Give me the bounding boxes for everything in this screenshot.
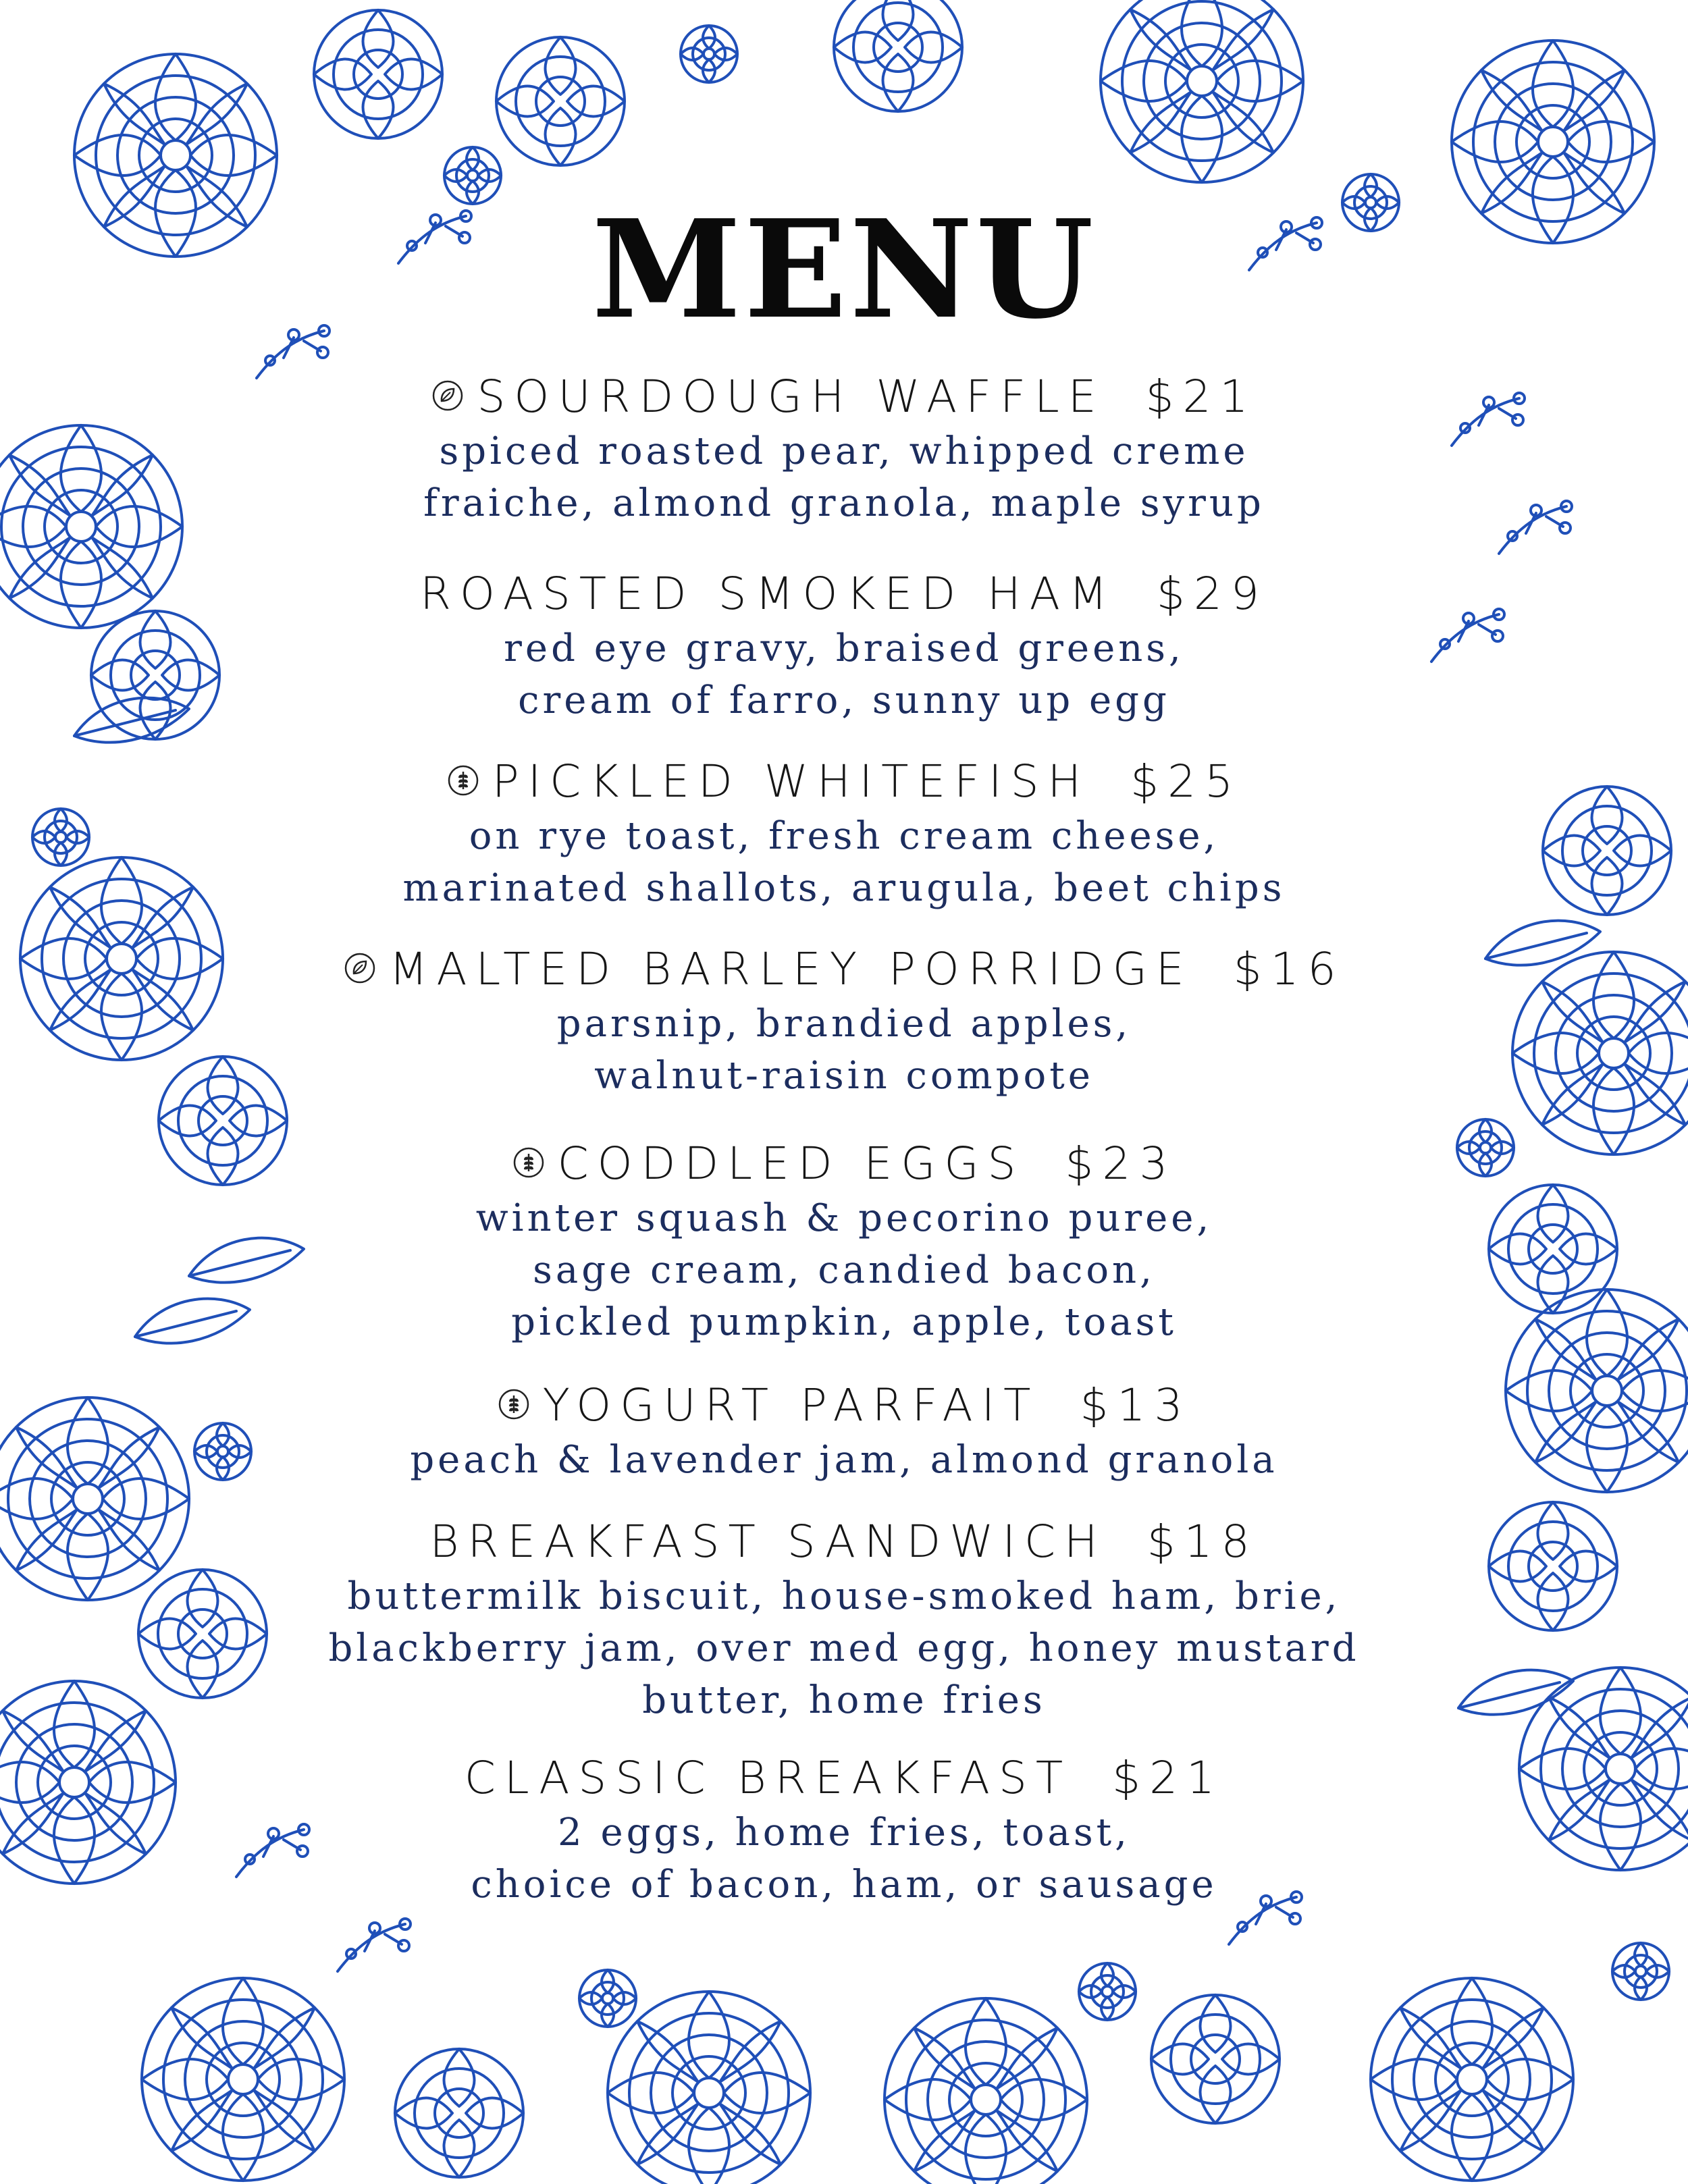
- wheat-icon: [512, 1146, 546, 1179]
- menu-item-description: buttermilk biscuit, house-smoked ham, brie, blackberry jam, over med egg, honey mustard butter, home fries: [328, 1574, 1360, 1722]
- menu-item-price: $16: [1233, 943, 1345, 995]
- menu-item: [0, 1514, 1688, 1726]
- menu-item-header: [0, 369, 1688, 425]
- menu-item-price: $25: [1130, 755, 1242, 807]
- menu-item-price: $21: [1145, 371, 1257, 423]
- menu-item-description: parsnip, brandied apples, walnut-raisin compote: [556, 1002, 1132, 1098]
- leaf-icon: [343, 951, 377, 985]
- menu-item-name: CLASSIC BREAKFAST: [464, 1752, 1072, 1804]
- menu-item-name: CODDLED EGGS: [557, 1138, 1025, 1190]
- menu-item-price: $13: [1080, 1379, 1192, 1431]
- menu-item-name: BREAKFAST SANDWICH: [429, 1516, 1107, 1568]
- menu-item-name: ROASTED SMOKED HAM: [420, 568, 1116, 620]
- menu-item-description: winter squash & pecorino puree, sage cream, candied bacon, pickled pumpkin, apple, toast: [475, 1196, 1213, 1344]
- menu-item-price: $18: [1146, 1516, 1259, 1568]
- menu-item-price: $29: [1156, 568, 1268, 620]
- menu-item-header: [0, 1514, 1688, 1570]
- menu-item-description: on rye toast, fresh cream cheese, marinated shallots, arugula, beet chips: [402, 814, 1286, 910]
- menu-item-name: MALTED BARLEY PORRIDGE: [389, 943, 1193, 995]
- leaf-icon: [431, 379, 465, 412]
- menu-item-description: peach & lavender jam, almond granola: [410, 1438, 1278, 1482]
- menu-item-header: [0, 1377, 1688, 1434]
- menu-item-price: $21: [1112, 1752, 1224, 1804]
- menu-item: [0, 1136, 1688, 1348]
- menu-item: [0, 1750, 1688, 1911]
- menu-item-description: 2 eggs, home fries, toast, choice of bacon, ham, or sausage: [471, 1811, 1217, 1907]
- menu-item: [0, 753, 1688, 914]
- menu-item-header: [0, 941, 1688, 998]
- menu-item-description: red eye gravy, braised greens, cream of farro, sunny up egg: [504, 627, 1184, 722]
- menu-item-name: PICKLED WHITEFISH: [492, 755, 1090, 807]
- menu-item: [0, 941, 1688, 1102]
- menu-item-header: [0, 753, 1688, 810]
- wheat-icon: [497, 1387, 531, 1421]
- wheat-icon: [446, 764, 480, 797]
- menu-item-name: YOGURT PARFAIT: [542, 1379, 1040, 1431]
- menu-item: [0, 1377, 1688, 1486]
- menu-item: [0, 566, 1688, 726]
- menu-item-name: SOURDOUGH WAFFLE: [477, 371, 1105, 423]
- menu-item-description: spiced roasted pear, whipped creme fraiche, almond granola, maple syrup: [423, 429, 1265, 525]
- menu-item-header: [0, 1136, 1688, 1192]
- menu-item-header: [0, 566, 1688, 622]
- menu-item-price: $23: [1065, 1138, 1177, 1190]
- menu-item: [0, 369, 1688, 529]
- menu-item-header: [0, 1750, 1688, 1807]
- menu-title: MENU: [591, 190, 1097, 349]
